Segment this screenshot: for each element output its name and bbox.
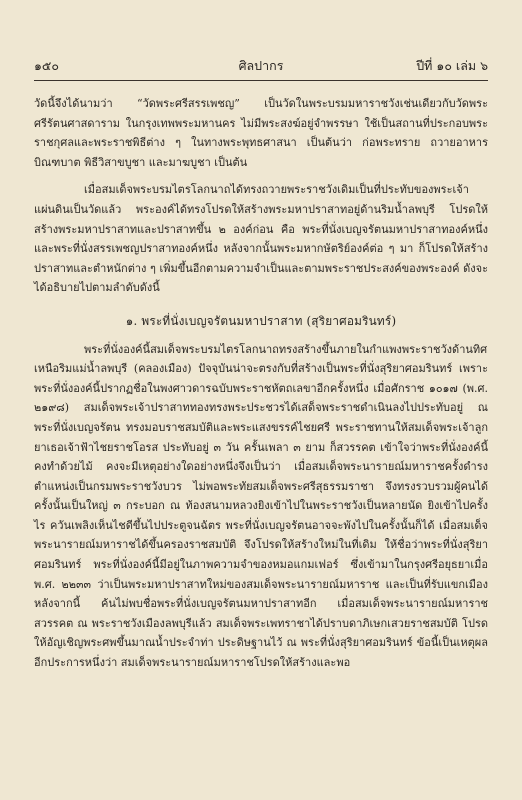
header-divider — [34, 80, 488, 81]
volume-issue: ปีที่ ๑๐ เล่ม ๖ — [416, 58, 488, 73]
body-text — [34, 94, 488, 681]
paragraph-3: พระที่นั่งองค์นี้สมเด็จพระบรมไตรโลกนาถทรงสร้างขึ้นภายในกำแพงพระราชวังด้านทิศเหนือริมแม่น้ำลพบุรี (คลองเมือง) ปัจจุบันน่าจะตรงกับที่สร้างเป็นพระที่นั่งสุริยาศอมรินทร์ เพราะพระที่นั่งองค์นี้ปรากฏชื่อในพงศาวดารฉบับพระราชหัตถเลขาอีกครั้งหนึ่ง เมื่อศักราช ๑๐๑๗ (พ.ศ. ๒๑๙๘) สมเด็จพระเจ้าปราสาททองทรงพระประชวรได้เสด็จพระราชดำเนินลงไปประทับอยู่ ณ พระที่นั่งเบญจรัตน ทรงมอบราชสมบัติและพระแสงขรรค์ไชยศรี พระราชทานให้สมเด็จพระเจ้าลูกยาเธอเจ้าฟ้าไชยราชโอรส ประทับอยู่ ๓ วัน ครั้นเพลา ๓ ยาม ก็สวรรคต เข้าใจว่าพระที่นั่งองค์นี้คงทำด้วยไม้ คงจะมีเหตุอย่างใดอย่างหนึ่งจึงเป็นว่า เมื่อสมเด็จพระนารายณ์มหาราชครั้งดำรงตำแหน่งเป็นกรมพระราชวังบวร ไม่พอพระทัยสมเด็จพระศรีสุธรรมราชา จึงทรงรวบรวมผู้คนได้ครั้งนั้นเป็นใหญ่ ๓ กระบอก ณ ท้องสนามหลวงยิงเข้าไปในพระราชวังเป็นหลายนัด ยิงเข้าไปครั้งไร ควันเพลิงเห็นไชดีขึ้นไปประตูจนฉัตร พระที่นั่งเบญจรัตนอาจจะพังไปในครั้งนั้นก็ได้ เมื่อสมเด็จพระนารายณ์มหาราชได้ขึ้นครองราชสมบัติ จึงโปรดให้สร้างใหม่ในที่เดิม ให้ชื่อว่าพระที่นั่งสุริยาศอมรินทร์ พระที่นั่งองค์นี้มีอยู่ในภาพความจำของหมอแกมเฟอร์ ซึ่งเข้ามาในกรุงศรีอยุธยาเมื่อ พ.ศ. ๒๒๓๓ ว่าเป็นพระมหาปราสาทใหม่ของสมเด็จพระนารายณ์มหาราช และเป็นที่รับแขกเมือง หลังจากนี้ ค้นไม่พบชื่อพระที่นั่งเบญจรัตนมหาปราสาทอีก เมื่อสมเด็จพระนารายณ์มหาราชสวรรคต ณ พระราชวังเมืองลพบุรีแล้ว สมเด็จพระเพทราชาได้ปราบดาภิเษกเสวยราชสมบัติ โปรดให้อัญเชิญพระศพขึ้นมาณน้ำประจำท่า ประดิษฐานไว้ ณ พระที่นั่งสุริยาศอมรินทร์ ข้อนี้เป็นเหตุผลอีกประการหนึ่งว่า สมเด็จพระนารายณ์มหาราชโปรดให้สร้างและพอ — [34, 342, 488, 670]
section-heading: ๑. พระที่นั่งเบญจรัตนมหาปราสาท (สุริยาศอมรินทร์) — [125, 313, 397, 328]
journal-title: ศิลปากร — [238, 58, 284, 73]
page-header — [34, 56, 488, 76]
paragraph-2: เมื่อสมเด็จพระบรมไตรโลกนาถได้ทรงถวายพระราชวังเดิมเป็นที่ประทับของพระเจ้าแผ่นดินเป็นวัดแล้ว พระองค์ได้ทรงโปรดให้สร้างพระมหาปราสาทอยู่ด้านริมน้ำลพบุรี โปรดให้สร้างพระมหาปราสาทและปราสาทขึ้น ๒ องค์ก่อน คือ พระที่นั่งเบญจรัตนมหาปราสาทองค์หนึ่ง และพระที่นั่งสรรเพชญปราสาทองค์หนึ่ง หลังจากนั้นพระมหากษัตริย์องค์ต่อ ๆ มา ก็โปรดให้สร้างปราสาทและตำหนักต่าง ๆ เพิ่มขึ้นอีกตามความจำเป็นและตามพระราชประสงค์ของพระองค์ ดังจะได้อธิบายไปตามลำดับดังนี้ — [34, 183, 488, 295]
paragraph-1: วัดนี้จึงได้นามว่า “วัดพระศรีสรรเพชญ” เป็นวัดในพระบรมมหาราชวังเช่นเดียวกับวัดพระศรีรัตนศาสดาราม ในกรุงเทพพระมหานคร ไม่มีพระสงฆ์อยู่จำพรรษา ใช้เป็นสถานที่ประกอบพระราชกุศลและพระราชพิธีต่าง ๆ ในทางพระพุทธศาสนา เป็นต้นว่า ก่อพระทราย ถวายอาหารบิณฑบาต พิธีวิสาขบูชา และมาฆบูชา เป็นต้น — [34, 97, 488, 169]
page-number: ๑๕๐ — [34, 58, 60, 73]
